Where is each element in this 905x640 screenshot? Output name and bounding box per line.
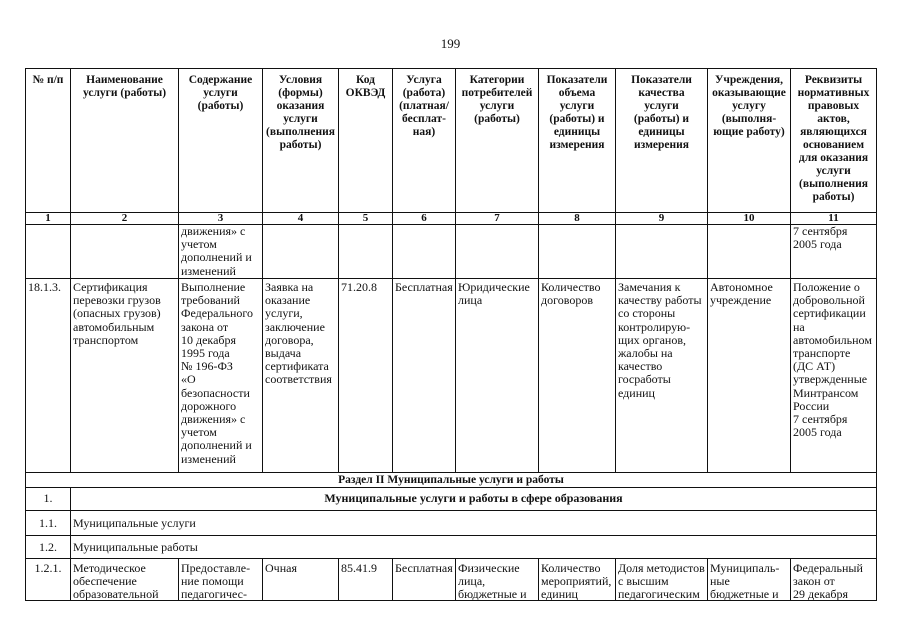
table-cell [179, 213, 263, 225]
table-cell [263, 213, 339, 225]
table-cell [708, 69, 791, 213]
row-18-1-3-quality: Замечания к качеству работы со стороны контролирую- щих органов, жалобы на качество госработы единиц [618, 280, 702, 400]
continued-legal-acts: 7 сентября 2005 года [793, 225, 848, 252]
row-1-2-1-service-name: Методическое обеспечение образовательной [73, 561, 159, 600]
table-row [26, 511, 877, 536]
row-1-2-1-service-content: Предоставле- ние помощи педагогичес- [181, 561, 251, 600]
page-number: 199 [440, 36, 461, 51]
empty-cell-content [708, 225, 790, 278]
table-cell [26, 488, 71, 511]
column-numbers-row [26, 213, 877, 225]
row-1-2-1-quality: Доля методистов с высшим педагогическим [618, 561, 705, 600]
row-1-2-1-volume: Количество мероприятий, единиц [541, 561, 612, 600]
table-cell [179, 69, 263, 213]
empty-cell [539, 225, 616, 279]
empty-cell-content [339, 225, 392, 278]
header-service-name: Наименование услуги (работы) [82, 74, 167, 99]
column-index-10: 10 [743, 213, 755, 224]
column-index-8: 8 [574, 213, 580, 224]
table-cell [26, 69, 71, 213]
table-cell [26, 511, 71, 536]
table-cell [456, 559, 539, 601]
row-1-2-1-consumers: Физические лица, бюджетные и [458, 561, 527, 600]
table-cell [393, 279, 456, 473]
table-cell [791, 225, 877, 279]
row-1-2-1-payment-type: Бесплатная [395, 561, 453, 575]
header-quality-indicators: Показатели качества услуги (работы) и единицы измерения [631, 74, 692, 151]
table-row [26, 536, 877, 559]
table-row [26, 559, 877, 601]
table-cell [539, 213, 616, 225]
table-cell [791, 69, 877, 213]
table-row [26, 225, 877, 279]
table-cell [616, 279, 708, 473]
header-service-content: Содержание услуги (работы) [188, 74, 253, 112]
table-cell [26, 213, 71, 225]
empty-cell [263, 225, 339, 279]
table-cell [179, 225, 263, 279]
table-cell [708, 279, 791, 473]
section-row [26, 473, 877, 488]
row-1-2-1-okved-code: 85.41.9 [341, 561, 377, 575]
table-cell [263, 69, 339, 213]
table-cell [179, 559, 263, 601]
column-index-3: 3 [217, 213, 224, 224]
table-cell [26, 279, 71, 473]
section-title: Раздел II Муниципальные услуги и работы [338, 474, 564, 486]
row-18-1-3-okved-code: 71.20.8 [341, 280, 377, 294]
table-cell [179, 279, 263, 473]
table-cell [339, 69, 393, 213]
empty-cell [616, 225, 708, 279]
table-cell [456, 69, 539, 213]
table-cell [393, 69, 456, 213]
row-1-2-1-institutions: Муниципаль- ные бюджетные и [710, 561, 780, 600]
row-18-1-3-volume: Количество договоров [541, 280, 601, 308]
header-legal-acts: Реквизиты нормативных правовых актов, являющихся основанием для оказания услуги (выполнения работы) [797, 74, 870, 203]
header-service-conditions: Условия (формы) оказания услуги (выполнения работы) [266, 74, 335, 151]
row-18-1-3-institutions: Автономное учреждение [710, 280, 773, 308]
column-index-5: 5 [362, 213, 369, 224]
group-1-1-title: Муниципальные услуги [73, 516, 196, 530]
row-18-1-3-number: 18.1.3. [28, 280, 61, 294]
empty-cell [26, 225, 71, 279]
row-18-1-3-service-name: Сертификация перевозки грузов (опасных грузов) автомобильным транспортом [73, 280, 161, 347]
table-cell [26, 536, 71, 559]
header-institutions: Учреждения, оказывающие услугу (выполня- ющие работу) [712, 74, 786, 138]
row-1-2-1-legal-acts: Федеральный закон от 29 декабря [793, 561, 863, 600]
table-cell [539, 559, 616, 601]
table-cell [71, 279, 179, 473]
row-18-1-3-conditions: Заявка на оказание услуги, заключение договора, выдача сертификата соответствия [265, 280, 332, 387]
table-cell [263, 279, 339, 473]
row-18-1-3-service-content: Выполнение требований Федерального закона от 10 декабря 1995 года № 196-ФЗ «О безопасности дорожного движения» с учетом дополнений и изменений [181, 280, 254, 466]
header-consumer-category: Категории потребителей услуги (работы) [461, 74, 533, 125]
empty-cell-content [616, 225, 707, 278]
header-okved-code: Код ОКВЭД [345, 74, 386, 99]
table-cell [708, 559, 791, 601]
table-cell [71, 536, 877, 559]
table-cell [71, 559, 179, 601]
empty-cell [339, 225, 393, 279]
empty-cell-content [71, 225, 178, 278]
header-payment-type: Услуга (работа) (платная/ бесплат- ная) [399, 74, 449, 138]
empty-cell [708, 225, 791, 279]
table-cell [456, 279, 539, 473]
table-cell [708, 213, 791, 225]
group-1-title: Муниципальные услуги и работы в сфере образования [324, 491, 623, 505]
table-cell [339, 279, 393, 473]
row-1-2-1-conditions: Очная [265, 561, 297, 575]
column-index-1: 1 [45, 213, 51, 224]
row-18-1-3-payment-type: Бесплатная [395, 280, 453, 294]
continued-service-content: движения» с учетом дополнений и изменений [181, 225, 252, 278]
column-index-2: 2 [121, 213, 128, 224]
row-1-2-1-number: 1.2.1. [34, 561, 62, 575]
column-index-11: 11 [828, 213, 839, 224]
row-18-1-3-consumers: Юридические лица [458, 280, 530, 308]
table-cell [339, 213, 393, 225]
header-number: № п/п [32, 74, 64, 86]
empty-cell-content [456, 225, 538, 278]
column-index-6: 6 [421, 213, 427, 224]
table-cell [616, 559, 708, 601]
table-cell [71, 511, 877, 536]
header-volume-indicators: Показатели объема услуги (работы) и единицы измерения [546, 74, 608, 151]
table-cell [71, 69, 179, 213]
table-row [26, 279, 877, 473]
table-cell [263, 559, 339, 601]
table-cell [456, 213, 539, 225]
group-1-number: 1. [43, 491, 53, 505]
table-cell [339, 559, 393, 601]
table-cell [539, 69, 616, 213]
table-cell [791, 279, 877, 473]
row-18-1-3-legal-acts: Положение о добровольной сертификации на автомобильном транспорте (ДС АТ) утвержденные Минтрансом России 7 сентября 2005 года [793, 280, 872, 440]
group-1-2-title: Муниципальные работы [73, 540, 198, 554]
table-cell [791, 213, 877, 225]
table-cell [616, 69, 708, 213]
empty-cell [456, 225, 539, 279]
column-index-7: 7 [494, 213, 500, 224]
empty-cell-content [539, 225, 615, 278]
table-cell [616, 213, 708, 225]
empty-cell-content [393, 225, 455, 278]
header-row [26, 69, 877, 213]
column-index-9: 9 [658, 213, 665, 224]
column-index-4: 4 [297, 213, 304, 224]
group-1-1-number: 1.1. [39, 516, 57, 530]
table-cell [539, 279, 616, 473]
services-table [25, 68, 877, 601]
table-cell [71, 213, 179, 225]
table-cell [393, 559, 456, 601]
group-1-2-number: 1.2. [39, 540, 57, 554]
table-cell [791, 559, 877, 601]
table-cell [26, 559, 71, 601]
empty-cell-content [263, 225, 338, 278]
empty-cell [71, 225, 179, 279]
table-cell [71, 488, 877, 511]
table-row [26, 488, 877, 511]
empty-cell-content [26, 225, 70, 278]
table-cell [26, 473, 877, 488]
table-cell [393, 213, 456, 225]
empty-cell [393, 225, 456, 279]
